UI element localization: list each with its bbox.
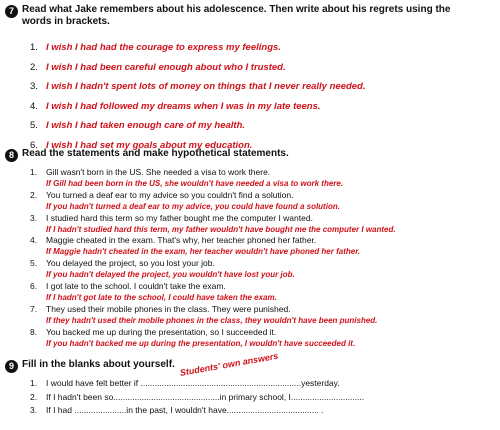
statement-text: You delayed the project, so you lost your job. bbox=[46, 258, 215, 269]
list-item bbox=[30, 190, 495, 213]
exercise-9-number-badge: 9 bbox=[5, 360, 18, 373]
list-item bbox=[30, 392, 495, 406]
statement-text: You backed me up during the presentation, so I succeeded it. bbox=[46, 326, 277, 337]
item-number: 7. bbox=[30, 303, 38, 314]
statement-text: You turned a deaf ear to my advice so you couldn't find a solution. bbox=[46, 189, 294, 200]
list-item bbox=[30, 258, 495, 281]
statement-text: Gill wasn't born in the US. She needed a visa to work there. bbox=[46, 167, 271, 177]
statement-text: I studied hard this term so my father bought me the computer I wanted. bbox=[46, 212, 313, 223]
list-item bbox=[30, 167, 495, 190]
list-item bbox=[30, 327, 495, 350]
fill-in-sentence: If I hadn't been so.............................................in primary school, I............................... bbox=[46, 391, 365, 402]
item-number: 2. bbox=[30, 61, 38, 73]
list-item bbox=[30, 304, 495, 327]
list-item bbox=[30, 405, 495, 419]
exercise-9-header bbox=[5, 359, 175, 373]
list-item bbox=[30, 41, 495, 61]
answer-text: If Gill had been born in the US, she wouldn't have needed a visa to work there. bbox=[46, 179, 344, 188]
answer-text: If you hadn't delayed the project, you wouldn't have lost your job. bbox=[46, 270, 295, 280]
item-number: 3. bbox=[30, 212, 38, 223]
item-number: 2. bbox=[30, 391, 38, 402]
answer-text: If you hadn't backed me up during the presentation, I wouldn't have succeeded it. bbox=[46, 338, 356, 348]
exercise-7-instructions bbox=[22, 4, 450, 28]
exercise-8-instructions: Read the statements and make hypothetical statements. bbox=[22, 148, 289, 159]
item-number: 5. bbox=[30, 120, 38, 131]
exercise-8-header bbox=[5, 148, 289, 162]
answer-text: If they hadn't used their mobile phones in the class, they wouldn't have been punished. bbox=[46, 315, 378, 325]
list-item bbox=[30, 119, 495, 139]
statement-text: I got late to the school. I couldn't take the exam. bbox=[46, 280, 226, 291]
exercise-9-instructions: Fill in the blanks about yourself. bbox=[22, 359, 175, 370]
exercise-7-header bbox=[5, 4, 450, 28]
item-number: 2. bbox=[30, 189, 38, 200]
item-number: 1. bbox=[30, 167, 38, 177]
item-number: 1. bbox=[30, 378, 38, 388]
item-number: 4. bbox=[30, 100, 38, 112]
statement-text: They used their mobile phones in the class. They were punished. bbox=[46, 303, 291, 314]
answer-text: If I hadn't studied hard this term, my father wouldn't have bought me the computer I wanted. bbox=[46, 224, 396, 234]
students-own-answers-stamp: Students' own answers bbox=[179, 350, 280, 378]
item-number: 6. bbox=[30, 280, 38, 291]
list-item bbox=[30, 80, 495, 100]
list-item bbox=[30, 213, 495, 236]
item-number: 3. bbox=[30, 81, 38, 92]
answer-text: If you hadn't turned a deaf ear to my advice, you could have found a solution. bbox=[46, 201, 340, 211]
exercise-9-fill-list bbox=[30, 378, 495, 419]
answer-text: I wish I had taken enough care of my health. bbox=[46, 120, 246, 131]
fill-in-sentence: If I had ......................in the past, I wouldn't have....................................... . bbox=[46, 405, 324, 415]
answer-text: If Maggie hadn't cheated in the exam, her teacher wouldn't have phoned her father. bbox=[46, 247, 361, 257]
exercise-8-answer-list bbox=[30, 167, 495, 349]
item-number: 3. bbox=[30, 405, 38, 415]
exercise-8-number-badge: 8 bbox=[5, 149, 18, 162]
answer-text: I wish I hadn't spent lots of money on things that I never really needed. bbox=[46, 81, 366, 92]
item-number: 6. bbox=[30, 139, 38, 151]
exercise-7-number-badge: 7 bbox=[5, 5, 18, 18]
answer-text: I wish I had been careful enough about who I trusted. bbox=[46, 61, 286, 73]
list-item bbox=[30, 61, 495, 81]
exercise-7-answer-list bbox=[30, 41, 495, 158]
list-item bbox=[30, 378, 495, 392]
list-item bbox=[30, 100, 495, 120]
answer-text: If I hadn't got late to the school, I could have taken the exam. bbox=[46, 292, 277, 302]
list-item bbox=[30, 281, 495, 304]
answer-text: I wish I had followed my dreams when I was in my late teens. bbox=[46, 100, 321, 112]
answer-text: I wish I had set my goals about my education. bbox=[46, 139, 253, 151]
exercise-7-title-line-1: Read what Jake remembers about his adolescence. Then write about his regrets using the bbox=[22, 4, 451, 15]
item-number: 5. bbox=[30, 258, 38, 269]
exercise-7-title-line-2: words in brackets. bbox=[22, 16, 110, 27]
fill-in-sentence: I would have felt better if ....................................................................yesterday. bbox=[46, 378, 340, 388]
item-number: 4. bbox=[30, 235, 38, 246]
list-item bbox=[30, 235, 495, 258]
answer-text: I wish I had had the courage to express my feelings. bbox=[46, 42, 281, 53]
item-number: 8. bbox=[30, 326, 38, 337]
item-number: 1. bbox=[30, 42, 38, 53]
statement-text: Maggie cheated in the exam. That's why, her teacher phoned her father. bbox=[46, 235, 317, 246]
